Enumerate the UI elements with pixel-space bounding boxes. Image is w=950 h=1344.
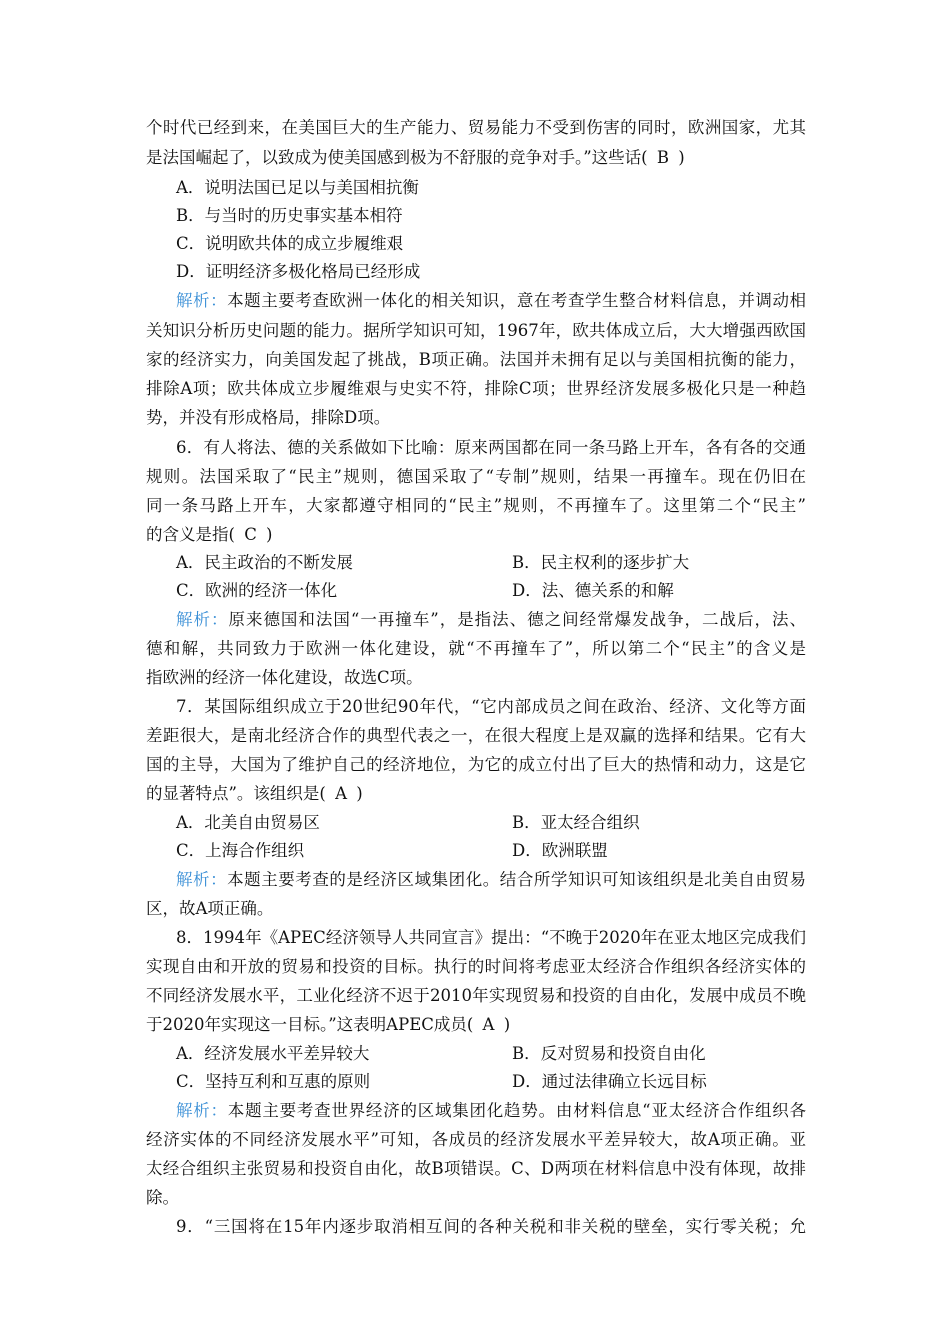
q7-option-a: A．北美自由贸易区 [176,813,320,832]
q7-option-d: D．欧洲联盟 [512,841,608,860]
q5-analysis-line-2: 关知识分析历史问题的能力。据所学知识可知，1967年，欧共体成立后，大大增强西欧国 [146,321,806,340]
q6-stem-line-2: 规则。法国采取了“民主”规则，德国采取了“专制”规则，结果一再撞车。现在仍旧在 [146,467,806,486]
q8-stem-line-4: 于2020年实现这一目标。”这表明APEC成员( A ) [146,1015,511,1034]
q8-option-c: C．坚持互利和互惠的原则 [176,1072,371,1091]
q7-option-b: B．亚太经合组织 [512,813,640,832]
q5-analysis-line-5: 势，并没有形成格局，排除D项。 [146,408,391,427]
q7-analysis-label: 解析： [176,870,228,889]
q7-stem-line-2: 差距很大，是南北经济合作的典型代表之一，在很大程度上是双赢的选择和结果。它有大 [146,726,806,745]
q5-analysis-line-3: 家的经济实力，向美国发起了挑战，B项正确。法国并未拥有足以与美国相抗衡的能力， [146,350,806,369]
q7-stem-line-3: 国的主导，大国为了维护自己的经济地位，为它的成立付出了巨大的热情和动力，这是它 [146,755,806,774]
q8-option-a: A．经济发展水平差异较大 [176,1044,370,1063]
q8-option-b: B．反对贸易和投资自由化 [512,1044,706,1063]
q9-stem-line-1: 9．“三国将在15年内逐步取消相互间的各种关税和非关税的壁垒，实行零关税；允 [176,1217,806,1236]
q8-stem-line-3: 不同经济发展水平，工业化经济不迟于2010年实现贸易和投资的自由化，发展中成员不晚 [146,986,806,1005]
q5-option-b: B．与当时的历史事实基本相符 [176,206,403,225]
q5-analysis-line-1: 解析：本题主要考查欧洲一体化的相关知识，意在考查学生整合材料信息，并调动相 [176,291,806,310]
q6-option-d: D．法、德关系的和解 [512,581,674,600]
q7-stem-line-4: 的显著特点”。该组织是( A ) [146,784,363,803]
q6-analysis-label: 解析： [176,610,229,629]
q5-stem-line-1: 个时代已经到来，在美国巨大的生产能力、贸易能力不受到伤害的同时，欧洲国家，尤其 [146,118,806,137]
q8-analysis-line-3: 太经合组织主张贸易和投资自由化，故B项错误。C、D两项在材料信息中没有体现，故排 [146,1159,806,1178]
q6-stem-line-4: 的含义是指( C ) [146,525,273,544]
q6-analysis-line-3: 指欧洲的经济一体化建设，故选C项。 [146,668,423,687]
q8-stem-line-2: 实现自由和开放的贸易和投资的目标。执行的时间将考虑亚太经济合作组织各经济实体的 [146,957,806,976]
q8-analysis-line-4: 除。 [146,1188,179,1207]
q5-option-d: D．证明经济多极化格局已经形成 [176,262,421,281]
q7-option-c: C．上海合作组织 [176,841,305,860]
q5-analysis-line-4: 排除A项；欧共体成立步履维艰与史实不符，排除C项；世界经济发展多极化只是一种趋 [146,379,806,398]
q8-analysis-label: 解析： [176,1101,228,1120]
q6-option-b: B．民主权利的逐步扩大 [512,553,690,572]
q6-stem-line-1: 6．有人将法、德的关系做如下比喻：原来两国都在同一条马路上开车，各有各的交通 [176,438,806,457]
q8-stem-line-1: 8．1994年《APEC经济领导人共同宣言》提出：“不晚于2020年在亚太地区完成我们 [176,928,806,947]
q8-option-d: D．通过法律确立长远目标 [512,1072,707,1091]
q8-analysis-line-2: 经济实体的不同经济发展水平”可知，各成员的经济发展水平差异较大，故A项正确。亚 [146,1130,806,1149]
q6-analysis-line-2: 德和解，共同致力于欧洲一体化建设，就“不再撞车了”，所以第二个“民主”的含义是 [146,639,806,658]
q6-answer: C [244,525,257,544]
q5-analysis-label: 解析： [176,291,228,310]
q5-answer: B [656,148,670,167]
q7-answer: A [335,784,348,803]
q7-analysis-line-2: 区，故A项正确。 [146,899,274,918]
q5-stem-line-2: 是法国崛起了，以致成为使美国感到极为不舒服的竞争对手。”这些话( B ) [146,148,685,167]
q7-stem-line-1: 7．某国际组织成立于20世纪90年代，“它内部成员之间在政治、经济、文化等方面 [176,697,806,716]
q6-analysis-line-1: 解析：原来德国和法国“一再撞车”，是指法、德之间经常爆发战争，二战后，法、 [176,610,806,629]
q6-option-a: A．民主政治的不断发展 [176,553,353,572]
q8-answer: A [482,1015,495,1034]
q8-analysis-line-1: 解析：本题主要考查世界经济的区域集团化趋势。由材料信息“亚太经济合作组织各 [176,1101,806,1120]
q6-option-c: C．欧洲的经济一体化 [176,581,338,600]
q5-option-a: A．说明法国已足以与美国相抗衡 [176,178,419,197]
q7-analysis-line-1: 解析：本题主要考查的是经济区域集团化。结合所学知识可知该组织是北美自由贸易 [176,870,806,889]
q5-option-c: C．说明欧共体的成立步履维艰 [176,234,404,253]
q6-stem-line-3: 同一条马路上开车，大家都遵守相同的“民主”规则，不再撞车了。这里第二个“民主” [146,496,806,515]
